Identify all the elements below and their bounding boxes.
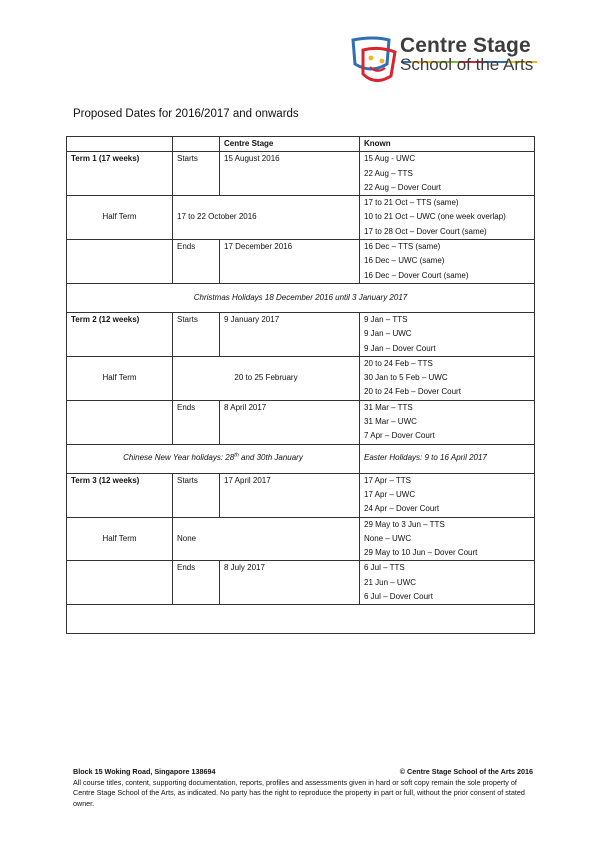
- term2-starts-date: 9 January 2017: [220, 312, 360, 356]
- cny-sup: th: [234, 452, 239, 459]
- term1-half-label: Half Term: [67, 196, 173, 240]
- known-line: 16 Dec – TTS (same): [364, 242, 441, 252]
- empty-cell: [67, 605, 535, 634]
- term2-half-date: 20 to 25 February: [173, 356, 360, 400]
- known-line: 9 Jan – Dover Court: [364, 343, 436, 353]
- term1-half-date: 17 to 22 October 2016: [173, 196, 360, 240]
- term2-ends-row: [67, 400, 535, 444]
- term2-starts-row: [67, 312, 535, 356]
- term1-starts-known: [360, 152, 535, 196]
- term3-half-label: Half Term: [67, 517, 173, 561]
- term2-half-known: [360, 356, 535, 400]
- known-line: 9 Jan – TTS: [364, 314, 408, 324]
- footer-address: Block 15 Woking Road, Singapore 138694: [73, 767, 216, 776]
- holidays-row: [67, 444, 535, 473]
- empty-row: [67, 605, 535, 634]
- term1-starts-label: Starts: [173, 152, 220, 196]
- known-line: 17 Apr – TTS: [364, 475, 411, 485]
- cny-text-end: and 30th January: [238, 453, 303, 463]
- term1-ends-label: Ends: [173, 240, 220, 284]
- term2-half-label: Half Term: [67, 356, 173, 400]
- known-line: 6 Jul – TTS: [364, 563, 405, 573]
- term3-ends-date: 8 July 2017: [220, 561, 360, 605]
- logo-line2: School of the Arts: [400, 55, 534, 74]
- term3-ends-known: [360, 561, 535, 605]
- known-line: 31 Mar – TTS: [364, 402, 413, 412]
- footer-top-row: [73, 767, 533, 778]
- document-title: Proposed Dates for 2016/2017 and onwards: [73, 108, 299, 120]
- schedule-table: [66, 136, 535, 634]
- term2-ends-date: 8 April 2017: [220, 400, 360, 444]
- term1-half-known: [360, 196, 535, 240]
- header-row: [67, 137, 535, 152]
- term3-starts-known: [360, 473, 535, 517]
- cny-holidays: [67, 444, 360, 473]
- known-line: 29 May to 10 Jun – Dover Court: [364, 548, 478, 558]
- term3-half-known: [360, 517, 535, 561]
- known-line: 17 Apr – UWC: [364, 489, 416, 499]
- term2-ends-known: [360, 400, 535, 444]
- term3-ends-label: Ends: [173, 561, 220, 605]
- easter-holidays: Easter Holidays: 9 to 16 April 2017: [360, 444, 535, 473]
- known-line: 15 Aug - UWC: [364, 154, 416, 164]
- known-line: 22 Aug – Dover Court: [364, 182, 441, 192]
- known-line: 20 to 24 Feb – Dover Court: [364, 387, 461, 397]
- term1-label: Term 1 (17 weeks): [67, 152, 173, 196]
- term2-starts-known: [360, 312, 535, 356]
- known-line: None – UWC: [364, 533, 412, 543]
- cny-text: Chinese New Year holidays: 28: [123, 453, 235, 463]
- known-line: 16 Dec – Dover Court (same): [364, 270, 469, 280]
- known-line: 10 to 21 Oct – UWC (one week overlap): [364, 212, 506, 222]
- known-line: 16 Dec – UWC (same): [364, 256, 445, 266]
- term2-starts-label: Starts: [173, 312, 220, 356]
- known-line: 22 Aug – TTS: [364, 168, 413, 178]
- term2-label: Term 2 (12 weeks): [67, 312, 173, 356]
- term1-starts-row: [67, 152, 535, 196]
- known-line: 6 Jul – Dover Court: [364, 592, 433, 602]
- term2-ends-label: Ends: [173, 400, 220, 444]
- footer-copyright: © Centre Stage School of the Arts 2016: [399, 767, 533, 776]
- term3-starts-row: [67, 473, 535, 517]
- term3-starts-label: Starts: [173, 473, 220, 517]
- known-line: 17 to 28 Oct – Dover Court (same): [364, 226, 487, 236]
- known-line: 20 to 24 Feb – TTS: [364, 358, 433, 368]
- header-centre-stage: Centre Stage: [220, 137, 360, 152]
- known-line: 24 Apr – Dover Court: [364, 504, 440, 514]
- christmas-row: [67, 283, 535, 312]
- known-line: 31 Mar – UWC: [364, 417, 417, 427]
- header-known: Known: [360, 137, 535, 152]
- term1-starts-date: 15 August 2016: [220, 152, 360, 196]
- footer: [73, 767, 533, 809]
- term1-ends-row: [67, 240, 535, 284]
- term2-half-row: [67, 356, 535, 400]
- term1-ends-known: [360, 240, 535, 284]
- known-line: 21 Jun – UWC: [364, 577, 417, 587]
- logo-line1: Centre Stage: [400, 34, 531, 57]
- term3-starts-date: 17 April 2017: [220, 473, 360, 517]
- known-line: 30 Jan to 5 Feb – UWC: [364, 373, 448, 383]
- known-line: 29 May to 3 Jun – TTS: [364, 519, 445, 529]
- term3-half-date: None: [173, 517, 360, 561]
- term1-ends-date: 17 December 2016: [220, 240, 360, 284]
- term3-half-row: [67, 517, 535, 561]
- term3-ends-row: [67, 561, 535, 605]
- footer-disclaimer: All course titles, content, supporting documentation, reports, profiles and assessments given in hard or soft copy remain the sole property of Centre Stage School of the Arts, as indicated. No party has the right to reproduce the property in part or full, without the prior consent of stated owner.: [73, 777, 525, 808]
- term1-half-row: [67, 196, 535, 240]
- known-line: 9 Jan – UWC: [364, 329, 412, 339]
- known-line: 17 to 21 Oct – TTS (same): [364, 198, 459, 208]
- christmas-holidays: Christmas Holidays 18 December 2016 until 3 January 2017: [67, 283, 535, 312]
- known-line: 7 Apr – Dover Court: [364, 431, 435, 441]
- term3-label: Term 3 (12 weeks): [67, 473, 173, 517]
